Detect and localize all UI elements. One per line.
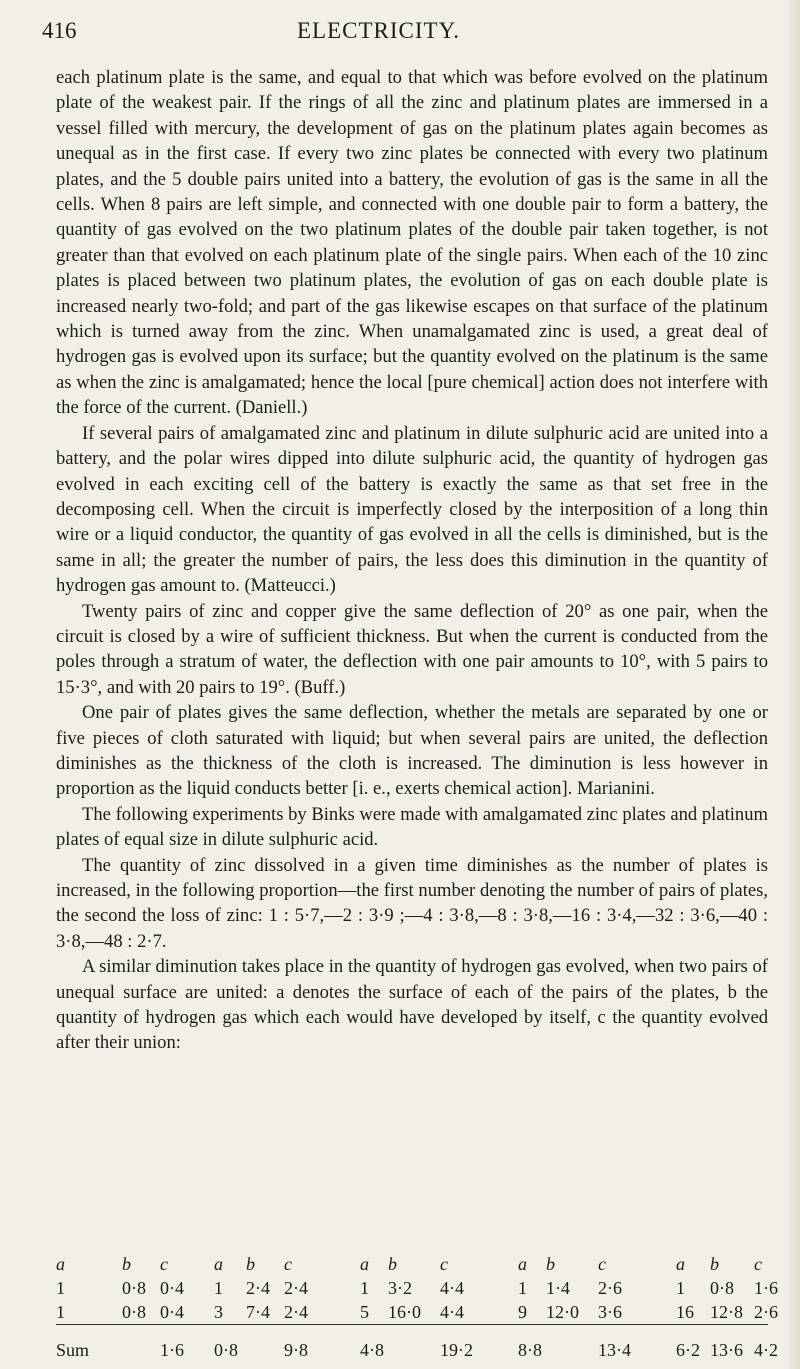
table-cell: 0·4 xyxy=(160,1277,184,1298)
paragraph: each platinum plate is the same, and equal to that which was before evolved on the platinum plate of the weakest pair. If the rings of all the zinc and platinum plates are immersed in a vessel filled with mercury, the development of gas on the platinum plates again becomes as unequal as in the first case. If every two zinc plates be connected with every two platinum plates, and the 5 double pairs united into a battery, the evolution of gas is the same in all the cells. When 8 pairs are left simple, and connected with one double pair to form a battery, the quantity of gas evolved on the two platinum plates of the double pair taken together, is not greater than that evolved on each platinum plate of the single pairs. When each of the 10 zinc plates is placed between two platinum plates, the evolution of gas on each double plate is increased nearly two-fold; and part of the gas likewise escapes on that surface of the platinum which is turned away from the zinc. When unamalgamated zinc is used, a great deal of hydrogen gas is evolved upon its surface; but the quantity evolved on the platinum is the same as when the zinc is amalgamated; hence the local [pure chemical] action does not interfere with the force of the current. (Daniell.) xyxy=(56,67,768,419)
table-cell: 3 xyxy=(214,1301,223,1322)
table-cell: 16 xyxy=(676,1301,694,1322)
table-sum-row xyxy=(56,1325,768,1363)
sum-label: Sum xyxy=(56,1325,122,1363)
table-header-row xyxy=(56,1251,768,1276)
table-cell: 4·4 xyxy=(440,1277,464,1298)
paragraph: A similar diminution takes place in the quantity of hydrogen gas evolved, when two pairs of unequal surface are united: a denotes the surface of each of the pairs of the plates, b the quantity of hydrogen gas which each would have developed by itself, c the quantity evolved after their union: xyxy=(56,956,768,1054)
table-cell: 2·4 xyxy=(284,1301,308,1322)
sum-cell: 6·2 xyxy=(676,1325,710,1363)
sum-cell: 1·6 xyxy=(160,1325,214,1363)
table-cell: 1·4 xyxy=(546,1277,570,1298)
page-number: 416 xyxy=(42,18,77,43)
body-text xyxy=(56,65,768,1056)
paragraph: Twenty pairs of zinc and copper give the same deflection of 20° as one pair, when the circuit is closed by a wire of sufficient thickness. But when the current is conducted from the poles through a stratum of water, the deflection with one pair amounts to 10°, with 5 pairs to 15·3°, and with 20 pairs to 19°. (Buff.) xyxy=(56,600,768,698)
table-header-cell: b xyxy=(546,1253,555,1274)
table-header-cell: c xyxy=(160,1253,168,1274)
table-header-cell: c xyxy=(440,1253,448,1274)
table-row xyxy=(56,1276,768,1300)
table-cell: 0·4 xyxy=(160,1301,184,1322)
table-header-cell: c xyxy=(598,1253,606,1274)
sum-cell: 13·4 xyxy=(598,1325,676,1363)
table-cell: 1 xyxy=(56,1277,65,1298)
table-cell xyxy=(546,1325,598,1363)
sum-cell: 9·8 xyxy=(284,1325,360,1363)
sum-cell: 0·8 xyxy=(214,1325,246,1363)
table-header-cell: a xyxy=(360,1253,369,1274)
table-cell: 0·8 xyxy=(710,1277,734,1298)
table-cell: 0·8 xyxy=(122,1301,146,1322)
table-cell: 7·4 xyxy=(246,1301,270,1322)
paragraph: The quantity of zinc dissolved in a given time diminishes as the number of plates is increased, in the following proportion—the first number denoting the number of pairs of plates, the second the loss of zinc: 1 : 5·7,—2 : 3·9 ;—4 : 3·8,—8 : 3·8,—16 : 3·4,—32 : 3·6,—40 : 3·8,—48 : 2·7. xyxy=(56,854,768,952)
table-header-cell: b xyxy=(122,1253,131,1274)
table-header-cell: b xyxy=(246,1253,255,1274)
sum-cell: 19·2 xyxy=(440,1325,518,1363)
table-cell xyxy=(246,1325,284,1363)
sum-cell: 13·6 xyxy=(710,1325,754,1363)
table-cell: 9 xyxy=(518,1301,527,1322)
table-cell: 2·4 xyxy=(246,1277,270,1298)
page-edge-shadow xyxy=(786,0,800,1369)
table-header-cell: a xyxy=(214,1253,223,1274)
hydrogen-table xyxy=(56,1251,778,1362)
sum-cell: 8·8 xyxy=(518,1325,546,1363)
paragraph: One pair of plates gives the same deflection, whether the metals are separated by one or five pieces of cloth saturated with liquid; but when several pairs are united, the deflection diminishes as the thickness of the cloth is increased. The diminution is less however in proportion as the liquid conducts better [i. e., exerts chemical action]. Marianini. xyxy=(56,702,768,800)
table-cell: 16·0 xyxy=(388,1301,421,1322)
table-cell: 5 xyxy=(360,1301,369,1322)
table-cell: 3·6 xyxy=(598,1301,622,1322)
table-cell: 2·4 xyxy=(284,1277,308,1298)
table-header-cell: c xyxy=(284,1253,292,1274)
table-cell: 0·8 xyxy=(122,1277,146,1298)
page-header xyxy=(42,4,760,43)
table-row xyxy=(56,1300,768,1325)
table-header-cell: b xyxy=(388,1253,397,1274)
sum-cell: 4·8 xyxy=(360,1325,388,1363)
table-cell: 1·6 xyxy=(754,1277,778,1298)
table-cell: 1 xyxy=(518,1277,527,1298)
paragraph: If several pairs of amalgamated zinc and platinum in dilute sulphuric acid are united into a battery, and the polar wires dipped into dilute sulphuric acid, the quantity of hydrogen gas evolved in each exciting cell of the battery is exactly the same as that set free in the decomposing cell. When the circuit is imperfectly closed by the interposition of a long thin wire or a liquid conductor, the quantity of gas evolved in all the cells is diminished, but is the same in all; the greater the number of pairs, the less does this diminution in the quantity of hydrogen gas amount to. (Matteucci.) xyxy=(56,422,768,597)
paragraph: The following experiments by Binks were made with amalgamated zinc plates and platinum plates of equal size in dilute sulphuric acid. xyxy=(56,803,768,851)
table-cell: 3·2 xyxy=(388,1277,412,1298)
table-header-cell: b xyxy=(710,1253,719,1274)
running-head: ELECTRICITY. xyxy=(297,18,460,43)
table-cell: 1 xyxy=(214,1277,223,1298)
table-header-cell: c xyxy=(754,1253,762,1274)
table-cell: 1 xyxy=(360,1277,369,1298)
table-cell xyxy=(388,1325,440,1363)
table-cell: 2·6 xyxy=(754,1301,778,1322)
table-cell xyxy=(122,1325,160,1363)
table-header-cell: a xyxy=(518,1253,527,1274)
table-header-cell: a xyxy=(56,1253,65,1274)
sum-cell: 4·2 xyxy=(754,1325,768,1363)
table-header-cell: a xyxy=(676,1253,685,1274)
table-cell: 12·8 xyxy=(710,1301,743,1322)
table-cell: 12·0 xyxy=(546,1301,579,1322)
table-cell: 1 xyxy=(56,1301,65,1322)
table-cell: 4·4 xyxy=(440,1301,464,1322)
table-cell: 2·6 xyxy=(598,1277,622,1298)
table-cell: 1 xyxy=(676,1277,685,1298)
